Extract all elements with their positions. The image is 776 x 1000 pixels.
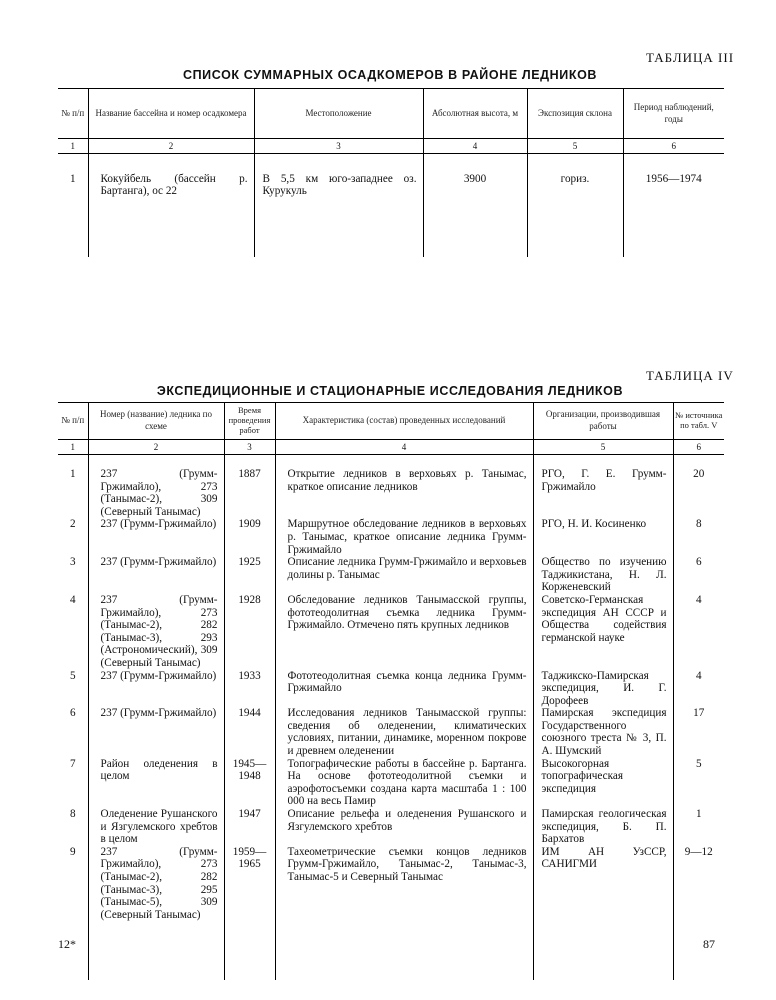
table4-header-row [58,402,724,439]
source-cell: 9—12 [673,846,724,980]
table-row [58,153,724,257]
table3-cell-altitude: 3900 [423,153,527,257]
table3-header-1: № п/п [61,107,85,118]
table4-colnum-3: 3 [224,439,275,454]
organization-cell: Памирская геологическая экспедиция, Б. П. Бархатов [533,808,673,846]
table3-colnum-5: 5 [527,138,623,153]
period-cell: 1933 [224,670,275,708]
organization-cell: Высокогорная топографическая экспедиция [533,758,673,808]
table3-cell-basin: Кокуйбель (бассейн р. Бартанга), ос 22 [88,153,254,257]
table3-header-row [58,88,724,138]
table3-title: СПИСОК СУММАРНЫХ ОСАДКОМЕРОВ В РАЙОНЕ ЛЕДНИКОВ [182,68,598,82]
period-cell: 1959—1965 [224,846,275,980]
description-cell: Тахеометрические съемки концов ледников Грумм-Гржимайло, Танымас-2, Танымас-3, Танымас-5 и Северный Танымас [275,846,533,980]
table3-header-3: Местоположение [254,88,423,138]
table3-label: ТАБЛИЦА III [646,50,735,65]
table3-colnum-1: 1 [58,138,88,153]
organization-cell: Памирская экспедиция Государственного союзного треста № 3, П. А. Шумский [533,707,673,757]
table4-colnum-1: 1 [58,439,88,454]
description-cell: Обследование ледников Танымасской группы, фототеодолитная съемка ледника Грумм-Гржимайло. Отмечено пять крупных ледников [275,594,533,670]
table4-spacer-row [58,454,724,468]
period-cell: 1945—1948 [224,758,275,808]
table3-colnum-4: 4 [423,138,527,153]
page-signature: 12* [58,937,76,951]
description-cell: Топографические работы в бассейне р. Бартанга. На основе фототеодолитной съемки и аэрофотосъемки создана карта масштаба 1 : 100 000 на весь Памир [275,758,533,808]
glacier-cell: 237 (Грумм-Гржимайло) [88,518,224,556]
period-cell: 1909 [224,518,275,556]
source-cell: 6 [673,556,724,594]
organization-cell: РГО, Н. И. Косиненко [533,518,673,556]
row-number: 9 [69,845,76,858]
source-cell: 4 [673,594,724,670]
period-cell: 1928 [224,594,275,670]
source-cell: 5 [673,758,724,808]
source-cell: 1 [673,808,724,846]
table3-colnum-3: 3 [254,138,423,153]
organization-cell: Таджикско-Памирская экспедиция, И. Г. Дорофеев [533,670,673,708]
table4-colnum-4: 4 [275,439,533,454]
table4-header-2: Номер (название) ледника по схеме [88,402,224,439]
table-row [58,594,724,670]
period-cell: 1925 [224,556,275,594]
glacier-cell: Район оледенения в целом [88,758,224,808]
row-number: 4 [69,593,76,606]
table4-header-6: № источника по табл. V [673,402,724,439]
glacier-cell: 237 (Грумм-Гржимайло), 273 (Танымас-2), 282 (Танымас-3), 293 (Астрономический), 309 (Северный Танымас) [88,594,224,670]
table-row [58,758,724,808]
table-row [58,670,724,708]
table3-colnum-2: 2 [88,138,254,153]
table4-header-1: № п/п [61,415,85,426]
table3-header-5: Экспозиция склона [527,88,623,138]
period-cell: 1887 [224,468,275,518]
organization-cell: Общество по изучению Таджикистана, Н. Л. Корженевский [533,556,673,594]
table4-header-5: Организации, производившая работы [533,402,673,439]
glacier-cell: 237 (Грумм-Гржимайло), 273 (Танымас-2), 309 (Северный Танымас) [88,468,224,518]
table4-colnum-5: 5 [533,439,673,454]
table4-header-3: Время проведения работ [224,402,275,439]
table-row [58,846,724,980]
row-number: 3 [69,556,76,569]
description-cell: Описание рельефа и оледенения Рушанского и Язгулемского хребтов [275,808,533,846]
table3-cell-location: В 5,5 км юго-западнее оз. Курукуль [254,153,423,257]
organization-cell: РГО, Г. Е. Грумм-Гржимайло [533,468,673,518]
description-cell: Открытие ледников в верховьях р. Танымас, краткое описание ледников [275,468,533,518]
table3-cell-num: 1 [69,172,76,185]
page-number: 87 [703,937,715,951]
row-number: 5 [69,669,76,682]
glacier-cell: 237 (Грумм-Гржимайло) [88,707,224,757]
table4-label: ТАБЛИЦА IV [646,368,734,383]
table3 [58,88,724,257]
description-cell: Фототеодолитная съемка конца ледника Грумм-Гржимайло [275,670,533,708]
table-row [58,468,724,518]
table4 [58,402,724,980]
glacier-cell: Оледенение Рушанского и Язгулемского хребтов в целом [88,808,224,846]
row-number: 1 [69,468,76,480]
table3-colnum-6: 6 [623,138,724,153]
table3-cell-period: 1956—1974 [623,153,724,257]
glacier-cell: 237 (Грумм-Гржимайло) [88,556,224,594]
source-cell: 17 [673,707,724,757]
table4-title: ЭКСПЕДИЦИОННЫЕ И СТАЦИОНАРНЫЕ ИССЛЕДОВАНИЯ ЛЕДНИКОВ [156,384,624,398]
table4-colnum-2: 2 [88,439,224,454]
organization-cell: Советско-Германская экспедиция АН СССР и Общества содействия германской науке [533,594,673,670]
table-row [58,808,724,846]
source-cell: 20 [673,468,724,518]
glacier-cell: 237 (Грумм-Гржимайло) [88,670,224,708]
table3-number-row [58,138,724,153]
table-row [58,707,724,757]
table3-header-2: Название бассейна и номер осадкомера [88,88,254,138]
table3-header-4: Абсолютная высота, м [423,88,527,138]
period-cell: 1944 [224,707,275,757]
organization-cell: ИМ АН УзССР, САНИГМИ [533,846,673,980]
source-cell: 4 [673,670,724,708]
glacier-cell: 237 (Грумм-Гржимайло), 273 (Танымас-2), 282 (Танымас-3), 295 (Танымас-5), 309 (Северный Танымас) [88,846,224,980]
description-cell: Исследования ледников Танымасской группы: сведения об оледенении, климатических условиях, питании, динамике, моренном покрове и древнем оледенении [275,707,533,757]
table4-number-row [58,439,724,454]
row-number: 2 [69,518,76,531]
source-cell: 8 [673,518,724,556]
table3-cell-exposure: гориз. [527,153,623,257]
table-row [58,556,724,594]
description-cell: Описание ледника Грумм-Гржимайло и верховьев долины р. Танымас [275,556,533,594]
table3-header-6: Период наблюдений, годы [623,88,724,138]
table-row [58,518,724,556]
table4-header-4: Характеристика (состав) проведенных исследований [275,402,533,439]
description-cell: Маршрутное обследование ледников в верховьях р. Танымас, краткое описание ледника Грумм-Гржимайло [275,518,533,556]
period-cell: 1947 [224,808,275,846]
row-number: 6 [69,707,76,720]
table4-colnum-6: 6 [673,439,724,454]
row-number: 8 [69,808,76,821]
row-number: 7 [69,757,76,770]
